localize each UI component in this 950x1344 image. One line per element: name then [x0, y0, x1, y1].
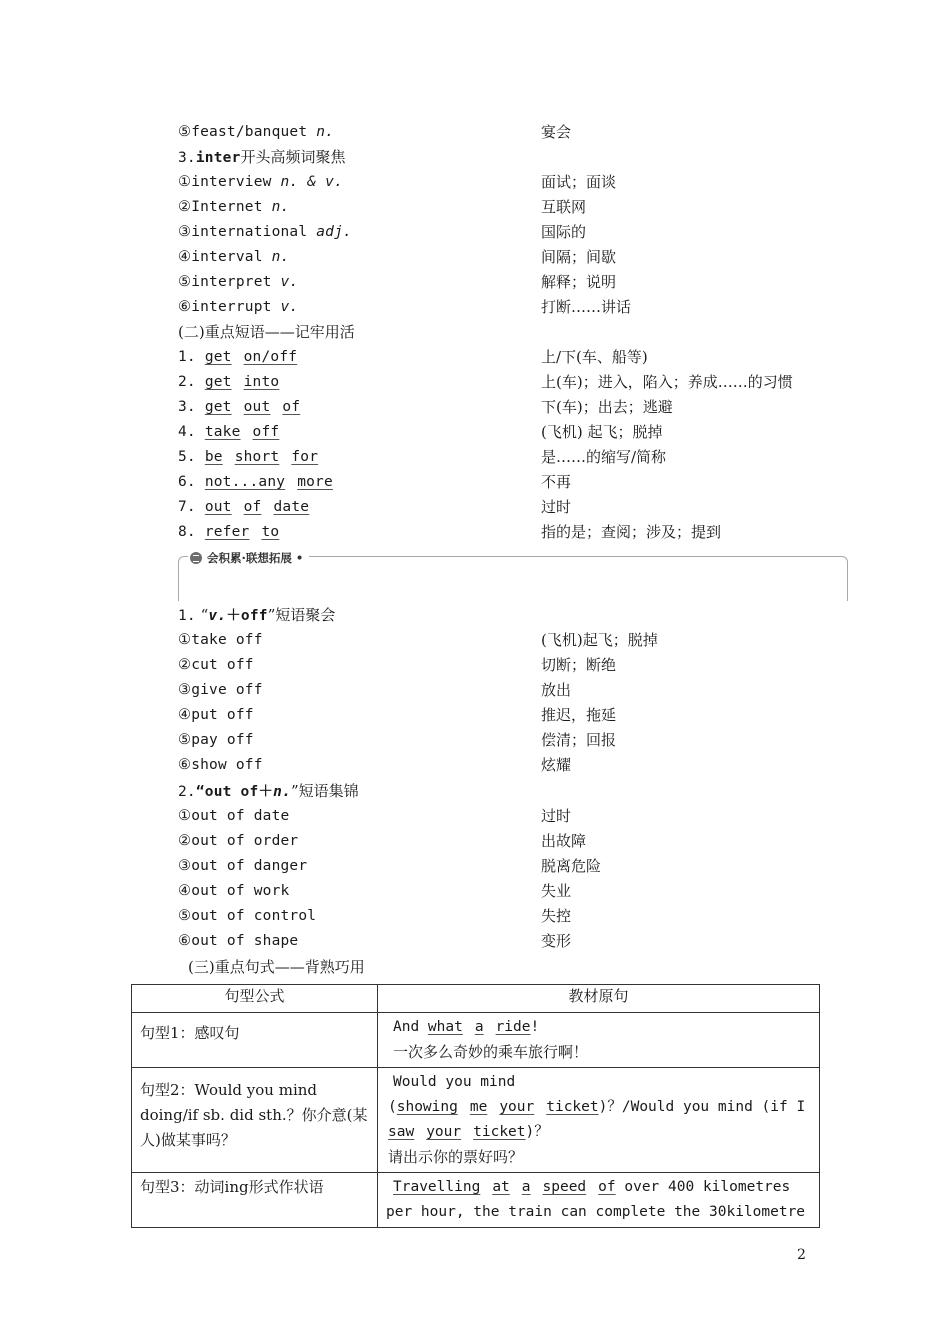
pattern-cell: 句型2：Would you mind doing/if sb. did sth.？你介意(某人)做某事吗？	[132, 1068, 378, 1173]
phrase-item: 5. be short for 是……的缩写/简称	[178, 448, 667, 466]
word-item: ③international adj. 国际的	[178, 223, 587, 241]
word-item	[178, 120, 818, 145]
section-heading-phrases: (二)重点短语——记牢用活	[178, 323, 355, 341]
phrase-item: 6. not...any more 不再	[178, 473, 572, 491]
phrase-item: 3. get out of 下(车)；出去；逃避	[178, 398, 673, 416]
dot-icon: •	[295, 551, 304, 565]
phrase-item: ①out of date 过时	[178, 807, 572, 825]
book-icon	[190, 552, 202, 564]
section-heading-off: 1. “v.＋off”短语聚会	[178, 606, 336, 624]
phrase-item: ④put off 推迟，拖延	[178, 706, 617, 724]
phrase-item: ②out of order 出故障	[178, 832, 587, 850]
pattern-cell: 句型1：感叹句	[132, 1013, 378, 1068]
sentence-pattern-table	[131, 984, 820, 1228]
banner-label: 会积累·联想拓展	[207, 551, 292, 565]
word-item: ④interval n. 间隔；间歇	[178, 248, 617, 266]
phrase-item: ③give off 放出	[178, 681, 572, 699]
word-en: ⑤feast/banquet	[178, 124, 308, 140]
phrase-item: 2. get into 上(车)；进入，陷入；养成……的习惯	[178, 373, 793, 391]
phrase-item: ①take off (飞机)起飞；脱掉	[178, 631, 658, 649]
page-number: 2	[797, 1247, 806, 1263]
table-row	[132, 1173, 820, 1228]
pattern-cell: 句型3：动词ing形式作状语	[132, 1173, 378, 1228]
phrase-item: ②cut off 切断；断绝	[178, 656, 617, 674]
table-row	[132, 1068, 820, 1173]
example-cell: Would you mind (showing me your ticket)？/Would you mind (if I saw your ticket)？ 请出示你的票好吗？	[378, 1068, 820, 1173]
word-item: ⑥interrupt v. 打断……讲话	[178, 298, 632, 316]
word-cn: 宴会	[541, 123, 572, 141]
section-heading-sentences: (三)重点句式——背熟巧用	[188, 958, 365, 976]
phrase-item: ③out of danger 脱离危险	[178, 857, 602, 875]
phrase-item: 4. take off (飞机) 起飞；脱掉	[178, 423, 663, 441]
word-pos: n.	[316, 124, 335, 140]
column-header: 句型公式	[132, 985, 378, 1013]
word-item: ②Internet n. 互联网	[178, 198, 587, 216]
phrase-item: 1. get on/off 上/下(车、船等)	[178, 348, 648, 366]
phrase-item: ⑤pay off 偿清；回报	[178, 731, 617, 749]
word-item: ⑤interpret v. 解释；说明	[178, 273, 617, 291]
table-header-row	[132, 985, 820, 1013]
example-cell: And what a ride! 一次多么奇妙的乘车旅行啊！	[378, 1013, 820, 1068]
example-cell: Travelling at a speed of over 400 kilometres per hour, the train can complete the 30kilometre	[378, 1173, 820, 1228]
phrase-item: ⑥out of shape 变形	[178, 932, 572, 950]
phrase-item: 7. out of date 过时	[178, 498, 572, 516]
section-heading-inter: 3.inter开头高频词聚焦	[178, 148, 346, 166]
table-row	[132, 1013, 820, 1068]
word-item: ①interview n. & v. 面试；面谈	[178, 173, 617, 191]
section-heading-out-of: 2.“out of＋n.”短语集锦	[178, 782, 359, 800]
phrase-item: ⑥show off 炫耀	[178, 756, 572, 774]
phrase-item: ④out of work 失业	[178, 882, 572, 900]
extension-banner	[178, 552, 848, 600]
phrase-item: 8. refer to 指的是；查阅；涉及；提到	[178, 523, 722, 541]
phrase-item: ⑤out of control 失控	[178, 907, 572, 925]
column-header: 教材原句	[378, 985, 820, 1013]
